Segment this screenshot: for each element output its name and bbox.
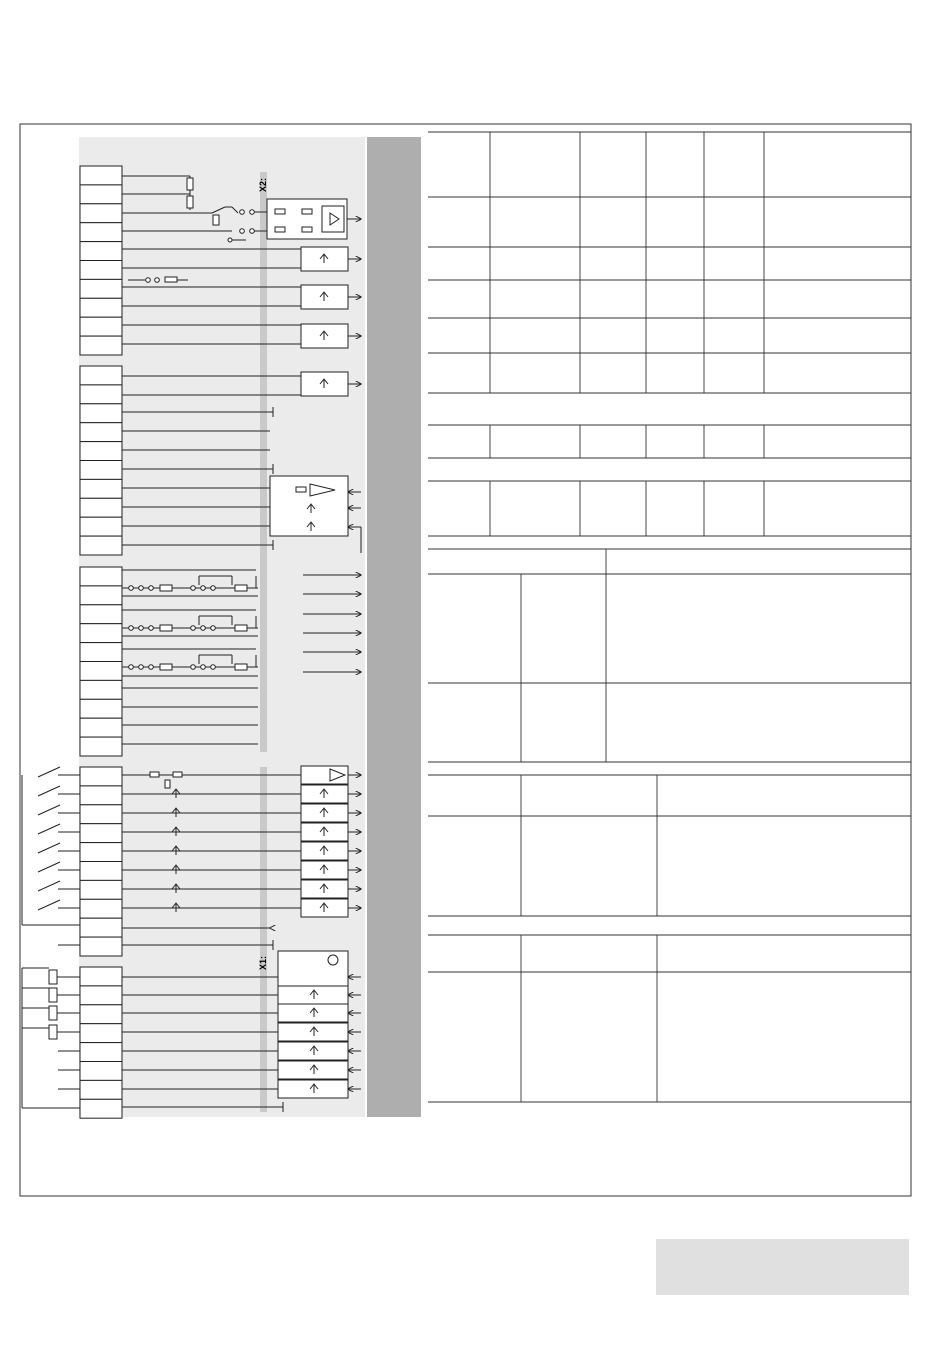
channel-module [278,1061,348,1079]
contact [201,626,206,631]
terminal-cell [80,899,122,918]
terminal-cell [80,767,122,786]
terminal-cell [80,718,122,737]
terminal-cell [80,805,122,824]
current-source-icon [328,955,338,965]
relay-coil [49,1025,57,1039]
terminal-cell [80,479,122,498]
channel-module [278,1023,348,1041]
terminal-cell [80,1080,122,1099]
wire [38,824,60,834]
terminal-cell [80,1005,122,1024]
resistor [296,487,306,492]
terminal-cell [80,461,122,480]
resistor [160,625,172,631]
resistor [302,227,312,232]
terminal-cell [80,824,122,843]
resistor [187,178,193,190]
wire [38,805,60,815]
resistor [165,277,177,282]
contact [211,626,216,631]
terminal-cell [80,1062,122,1081]
terminal-cell [80,261,122,280]
contact [139,586,144,591]
terminal-blocks [80,166,122,1118]
terminal-cell [80,1099,122,1118]
terminal-cell [80,605,122,624]
terminal-cell [80,298,122,317]
terminal-cell [80,937,122,956]
resistor [235,625,247,631]
terminal-cell [80,918,122,937]
resistor [160,664,172,670]
bus-bar-x2 [260,172,267,752]
terminal-cell [80,586,122,605]
terminal-cell [80,498,122,517]
side-strip [367,137,421,1117]
resistor [165,780,170,788]
bus-bar-x1 [260,767,267,1112]
wire [38,900,60,910]
terminal-cell [80,536,122,555]
terminal-cell [80,880,122,899]
wire [38,767,60,777]
terminal-cell [80,442,122,461]
contact [211,665,216,670]
terminal-cell [80,624,122,643]
footer-box [656,1239,909,1295]
resistor [302,209,312,214]
resistor [235,585,247,591]
resistor [275,209,285,214]
terminal-cell [80,423,122,442]
terminal-cell [80,643,122,662]
contact [201,586,206,591]
switch-contact [250,229,255,234]
contact [129,586,134,591]
spec-table-grid [428,132,911,1102]
contact [191,626,196,631]
terminal-cell [80,385,122,404]
contact [129,626,134,631]
contact [155,278,160,283]
terminal-cell [80,366,122,385]
contact [191,586,196,591]
output-module [278,951,348,988]
terminal-cell [80,786,122,805]
contact [129,665,134,670]
wire [38,881,60,891]
resistor [235,664,247,670]
switch-contact [240,210,245,215]
terminal-cell [80,680,122,699]
channel-module [278,1080,348,1098]
terminal-cell [80,336,122,355]
terminal-cell [80,279,122,298]
contact [149,665,154,670]
contact [211,586,216,591]
relay-coil [49,1006,57,1020]
contact [139,626,144,631]
terminal-cell [80,185,122,204]
switch-contact [228,238,232,242]
resistor [275,227,285,232]
resistor [213,215,219,225]
terminal-cell [80,1024,122,1043]
wire [38,862,60,872]
terminal-cell [80,567,122,586]
switch-contact [250,210,255,215]
contact [191,665,196,670]
terminal-cell [80,699,122,718]
contact [149,626,154,631]
terminal-cell [80,1043,122,1062]
resistor [173,772,182,777]
terminal-cell [80,204,122,223]
contact [139,665,144,670]
resistor [187,196,193,208]
terminal-cell [80,843,122,862]
terminal-cell [80,967,122,986]
resistor [150,772,159,777]
relay-coil [49,988,57,1002]
wire [38,843,60,853]
terminal-cell [80,517,122,536]
terminal-cell [80,242,122,261]
channel-module [278,1042,348,1060]
wire [38,786,60,796]
contact [149,586,154,591]
connector-x1-label: X1: [258,955,268,970]
terminal-cell [80,317,122,336]
contact [146,278,151,283]
contact [201,665,206,670]
terminal-cell [80,166,122,185]
relay-coil [49,970,57,984]
connector-x2-label: X2: [258,177,268,192]
resistor [160,585,172,591]
terminal-cell [80,986,122,1005]
channel-module [278,986,348,1004]
switch-contact [240,229,245,234]
terminal-cell [80,223,122,242]
terminal-cell [80,862,122,881]
channel-module [278,1004,348,1022]
terminal-cell [80,737,122,756]
terminal-cell [80,404,122,423]
terminal-cell [80,662,122,681]
